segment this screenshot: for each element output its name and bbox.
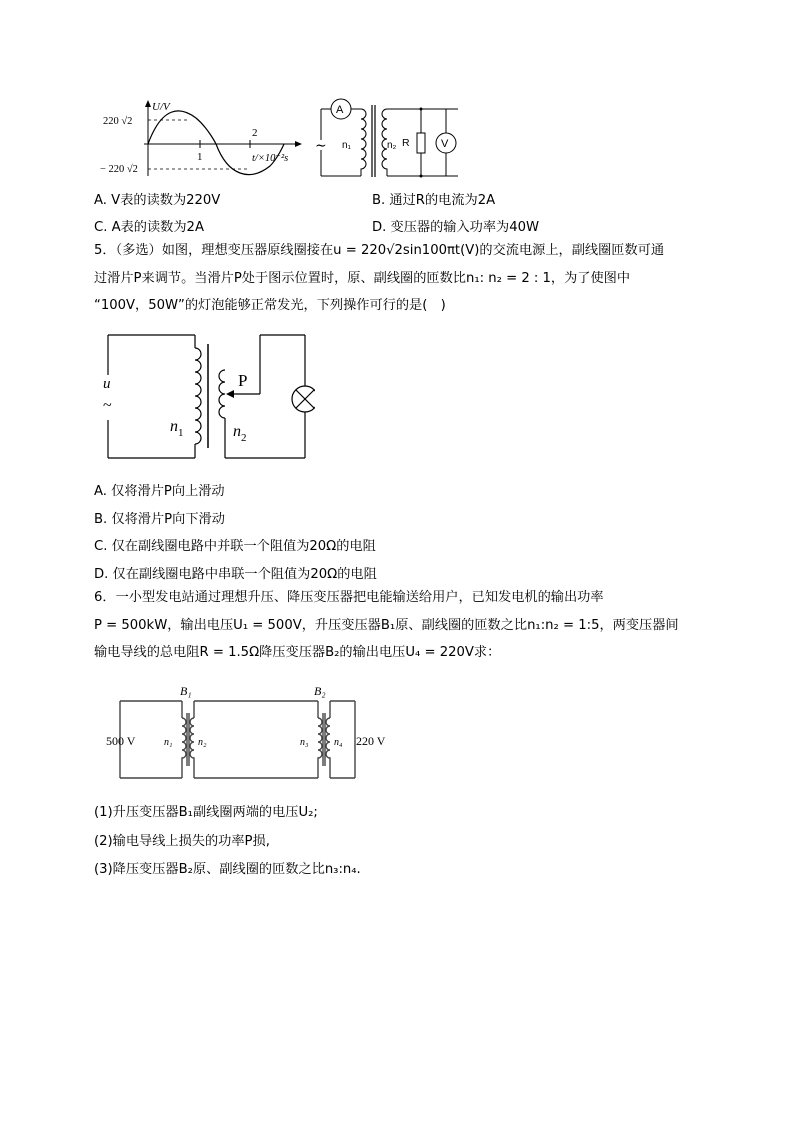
- q6-input-voltage: 500 V: [106, 734, 136, 748]
- q5-text-line-3: “100V，50W”的灯泡能够正常发光，下列操作可行的是( ): [94, 298, 446, 313]
- q5-ac-symbol: ~: [103, 397, 112, 414]
- q5-n2-label: $n_2$: [233, 423, 247, 444]
- y-axis-label: U/V: [152, 101, 170, 113]
- q6-n1-label: n₁: [164, 737, 173, 748]
- q5-option-c: C. 仅在副线圈电路中并联一个阻值为20Ω的电阻: [94, 539, 376, 554]
- q4-option-c: C. A表的读数为2A: [94, 220, 204, 235]
- sine-wave-graph: [100, 98, 305, 180]
- q5-transformer-figure: [100, 330, 315, 465]
- q5-text-line-1: 5．（多选）如图，理想变压器原线圈接在u = 220√2sin100πt(V)的交流电源上，副线圈匝数可通: [94, 243, 665, 258]
- y-max-label: 220 √2: [103, 116, 133, 127]
- q5-text-line-2: 过滑片P来调节。当滑片P处于图示位置时，原、副线圈的匝数比n₁: n₂ = 2 : 1，为了使图中: [94, 271, 631, 286]
- q6-text-line-1: 6．一小型发电站通过理想升压、降压变压器把电能输送给用户，已知发电机的输出功率: [94, 590, 604, 605]
- q5-slider-p-label: P: [238, 371, 248, 390]
- q4-option-b: B. 通过R的电流为2A: [372, 193, 496, 208]
- q5-u-label: u: [103, 376, 111, 392]
- transformer-circuit-1: [313, 95, 463, 180]
- q6-subquestion-1: (1)升压变压器B₁副线圈两端的电压U₂;: [94, 805, 318, 820]
- q4-option-a: A. V表的读数为220V: [94, 193, 221, 208]
- q6-n3-label: n₃: [300, 737, 309, 748]
- q5-option-b: B. 仅将滑片P向下滑动: [94, 512, 225, 527]
- q6-n4-label: n₄: [334, 737, 343, 748]
- n1-label: n₁: [342, 140, 351, 151]
- y-min-label: − 220 √2: [100, 164, 138, 175]
- q6-b1-label: B₁: [180, 684, 192, 698]
- q6-subquestion-2: (2)输电导线上损失的功率P损,: [94, 834, 270, 849]
- q6-output-voltage: 220 V: [356, 734, 386, 748]
- q6-text-line-2: P = 500kW，输出电压U₁ = 500V，升压变压器B₁原、副线圈的匝数之比n₁:n₂ = 1:5，两变压器间: [94, 618, 679, 633]
- t-axis-label: t/×10⁻²s: [252, 153, 289, 164]
- q6-text-line-3: 输电导线的总电阻R = 1.5Ω降压变压器B₂的输出电压U₄ = 220V求：: [94, 645, 501, 660]
- q6-b2-label: B₂: [314, 684, 326, 698]
- ac-source-symbol: ∼: [315, 139, 327, 154]
- q5-option-d: D. 仅在副线圈电路中串联一个阻值为20Ω的电阻: [94, 567, 377, 582]
- q5-option-a: A. 仅将滑片P向上滑动: [94, 484, 225, 499]
- q6-n2-label: n₂: [198, 737, 207, 748]
- n2-label: n₂: [387, 140, 397, 151]
- q5-n1-label: $n_1$: [170, 418, 184, 439]
- tick-2-label: 2: [252, 127, 258, 139]
- q4-option-d: D. 变压器的输入功率为40W: [372, 220, 540, 235]
- ammeter-label: A: [336, 104, 344, 116]
- q6-transmission-figure: [100, 683, 400, 783]
- voltmeter-label: V: [441, 138, 449, 150]
- tick-1-label: 1: [197, 151, 203, 163]
- resistor-label: R: [402, 137, 410, 149]
- q6-subquestion-3: (3)降压变压器B₂原、副线圈的匝数之比n₃:n₄.: [94, 862, 361, 877]
